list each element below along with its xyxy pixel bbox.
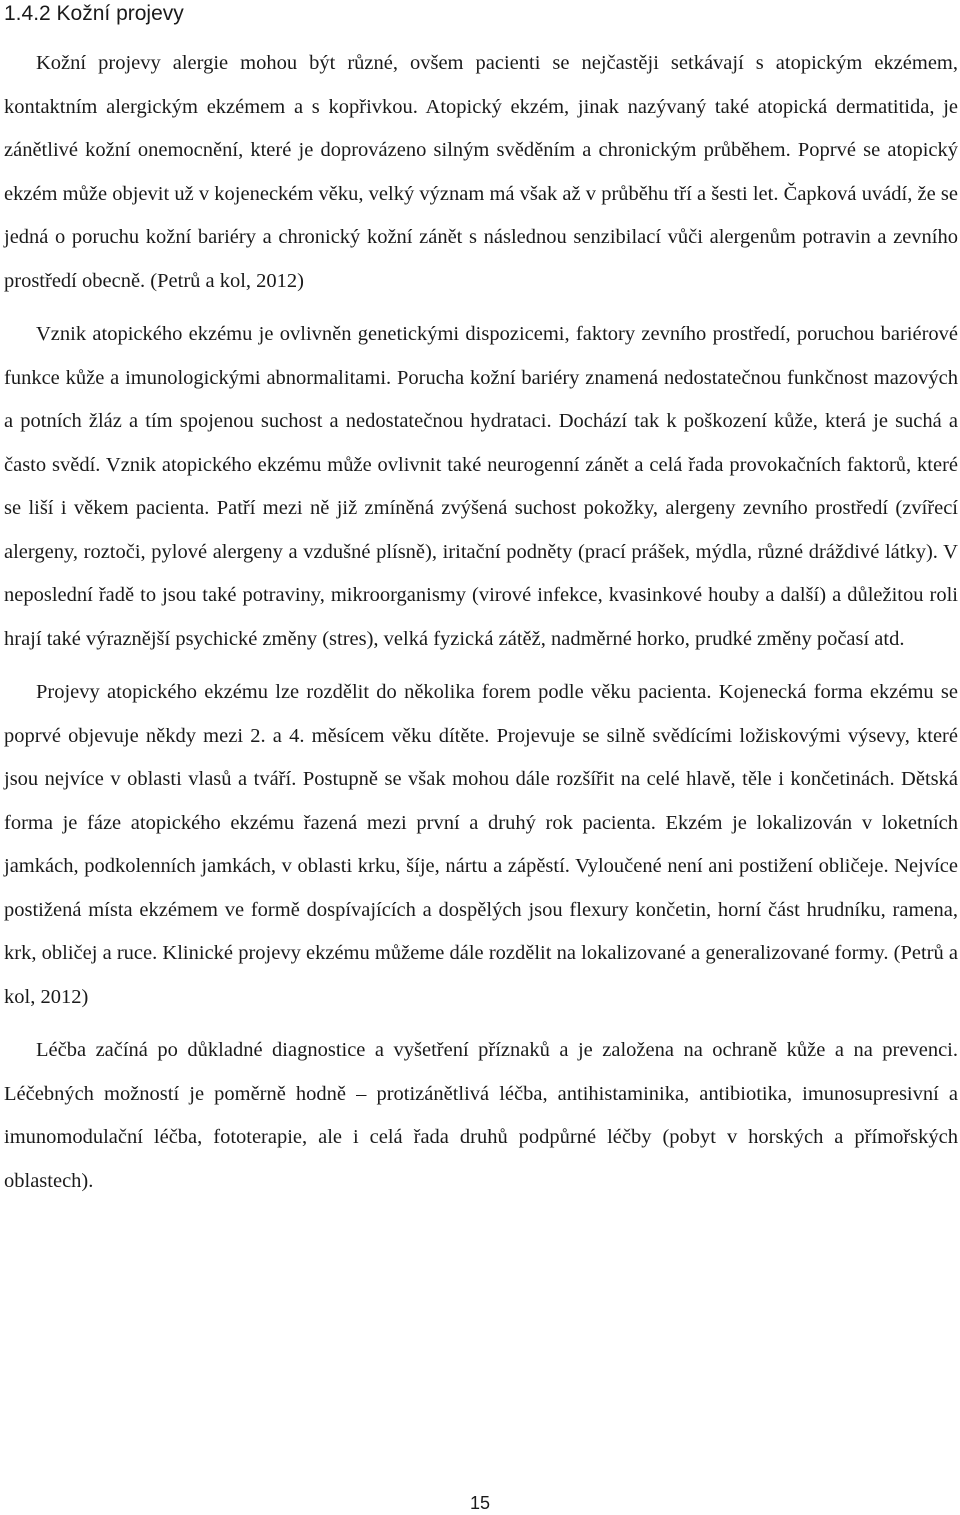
section-heading: 1.4.2 Kožní projevy bbox=[4, 2, 184, 25]
paragraph: Vznik atopického ekzému je ovlivněn genetickými dispozicemi, faktory zevního prostředí, poruchou bariérové funkce kůže a imunologickými abnormalitami. Porucha kožní bariéry znamená nedostatečnou funkčnost mazových a potních žláz a tím spojenou suchost a nedostatečnou hydrataci. Dochází tak k poškození kůže, která je suchá a často svědí. Vznik atopického ekzému může ovlivnit také neurogenní zánět a celá řada provokačních faktorů, které se liší i věkem pacienta. Patří mezi ně již zmíněná zvýšená suchost pokožky, alergeny zevního prostředí (zvířecí alergeny, roztoči, pylové alergeny a vzdušné plísně), iritační podněty (prací prášek, mýdla, různé dráždivé látky). V neposlední řadě to jsou také potraviny, mikroorganismy (virové infekce, kvasinkové houby a další) a důležitou roli hrají také výraznější psychické změny (stres), velká fyzická zátěž, nadměrné horko, prudké změny počasí atd. bbox=[4, 323, 958, 650]
page-number: 15 bbox=[469, 1493, 491, 1513]
paragraph: Kožní projevy alergie mohou být různé, ovšem pacienti se nejčastěji setkávají s atopickým ekzémem, kontaktním alergickým ekzémem a s kopřivkou. Atopický ekzém, jinak nazývaný také atopická dermatitida, je zánětlivé kožní onemocnění, které je doprovázeno silným svěděním a chronickým průběhem. Poprvé se atopický ekzém může objevit už v kojeneckém věku, velký význam má však až v průběhu tří a šesti let. Čapková uvádí, že se jedná o poruchu kožní bariéry a chronický kožní zánět s následnou senzibilací vůči alergenům potravin a zevního prostředí obecně. (Petrů a kol, 2012) bbox=[4, 52, 958, 292]
paragraph: Léčba začíná po důkladné diagnostice a vyšetření příznaků a je založena na ochraně kůže a na prevenci. Léčebných možností je poměrně hodně – protizánětlivá léčba, antihistaminika, antibiotika, imunosupresivní a imunomodulační léčba, fototerapie, ale i celá řada druhů podpůrné léčby (pobyt v horských a přímořských oblastech). bbox=[4, 1039, 958, 1192]
paragraph: Projevy atopického ekzému lze rozdělit do několika forem podle věku pacienta. Kojenecká forma ekzému se poprvé objevuje někdy mezi 2. a 4. měsícem věku dítěte. Projevuje se silně svědícími ložiskovými výsevy, které jsou nejvíce v oblasti vlasů a tváří. Postupně se však mohou dále rozšířit na celé hlavě, těle i končetinách. Dětská forma je fáze atopického ekzému řazená mezi první a druhý rok pacienta. Ekzém je lokalizován v loketních jamkách, podkolenních jamkách, v oblasti krku, šíje, nártu a zápěstí. Vyloučené není ani postižení obličeje. Nejvíce postižená místa ekzémem ve formě dospívajících a dospělých jsou flexury končetin, horní část hrudníku, ramena, krk, obličej a ruce. Klinické projevy ekzému můžeme dále rozdělit na lokalizované a generalizované formy. (Petrů a kol, 2012) bbox=[4, 681, 958, 1008]
body-text bbox=[4, 42, 958, 1203]
